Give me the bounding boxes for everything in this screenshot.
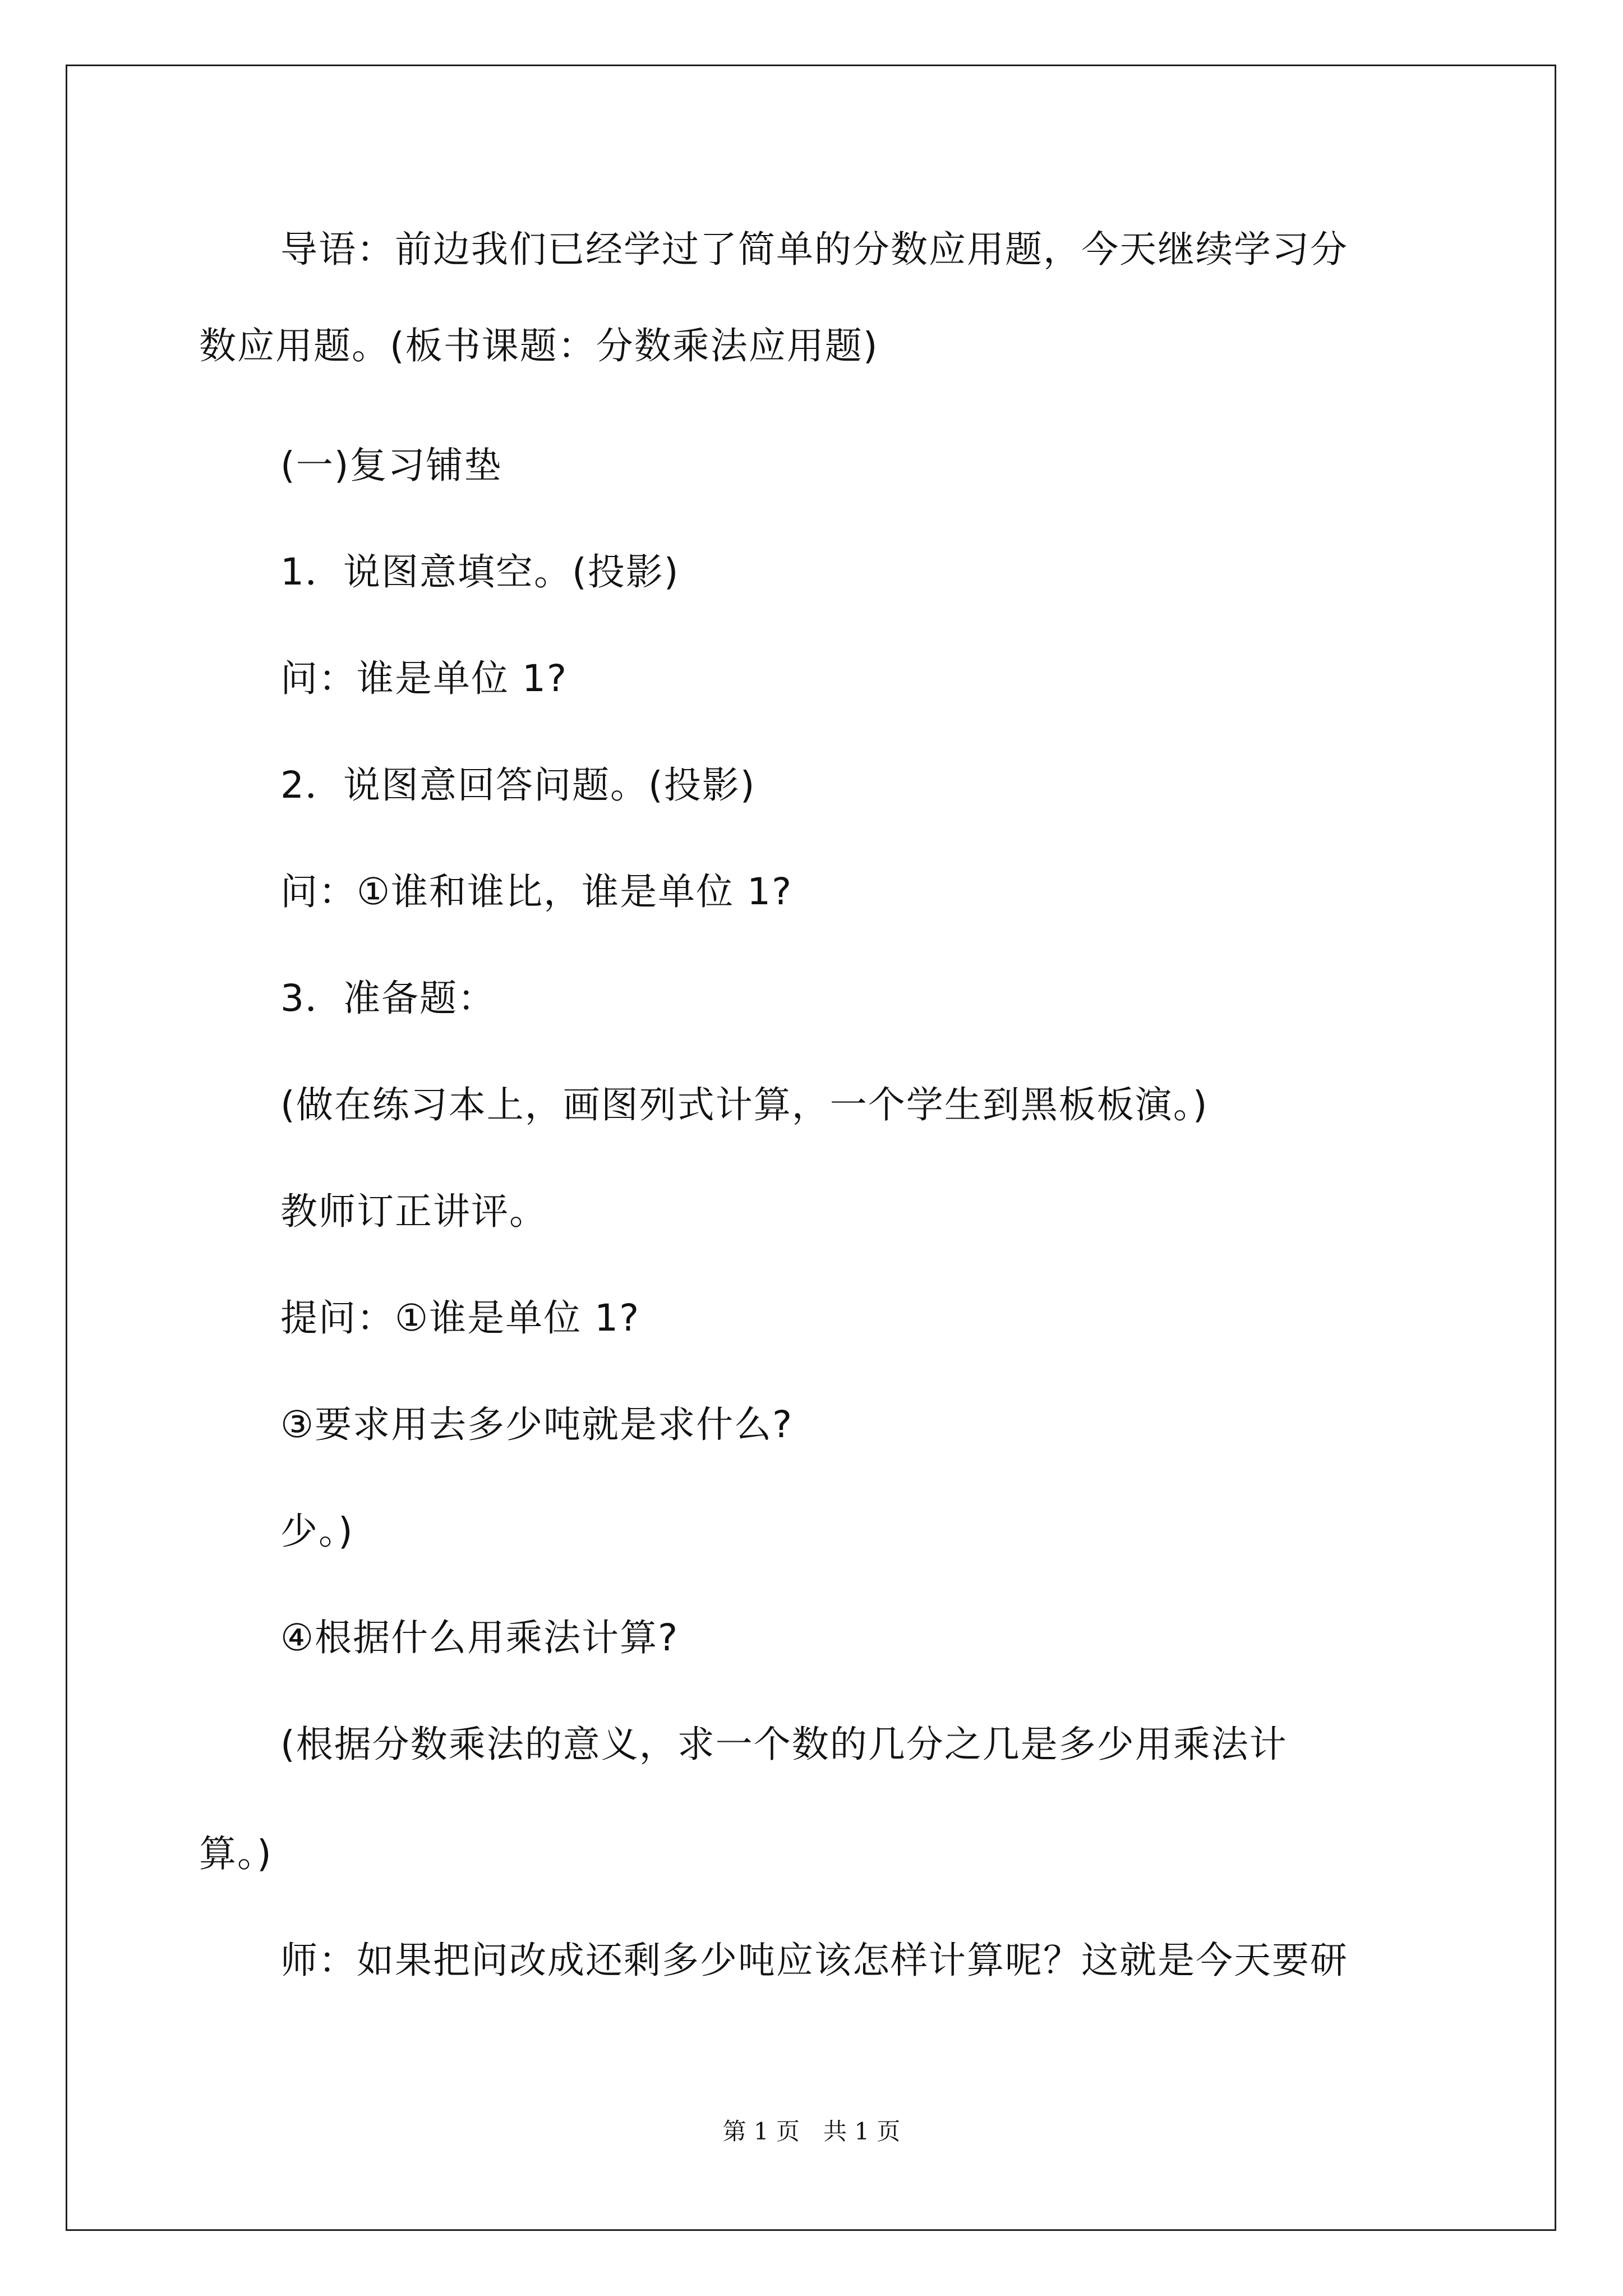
item-2: 2．说图意回答问题。(投影): [280, 763, 756, 807]
instruction-note: (做在练习本上，画图列式计算，一个学生到黑板板演。): [280, 1083, 1209, 1126]
section-heading: (一)复习铺垫: [280, 444, 502, 487]
question-multiplication: ④根据什么用乘法计算?: [280, 1616, 679, 1659]
teacher-review: 教师订正讲评。: [280, 1190, 547, 1233]
item-3: 3．准备题：: [280, 977, 496, 1020]
question-unit: 提问：①谁是单位 1?: [280, 1296, 640, 1340]
answer-explanation: (根据分数乘法的意义，求一个数的几分之几是多少用乘法计: [280, 1723, 1288, 1766]
paragraph-intro: 导语：前边我们已经学过了简单的分数应用题，今天继续学习分: [280, 228, 1348, 271]
paragraph-intro-continued: 数应用题。(板书课题：分数乘法应用题): [199, 324, 879, 367]
page-footer: 第 1 页 共 1 页: [722, 2118, 901, 2145]
answer-explanation-continued: 算。): [199, 1832, 273, 1875]
question-2: 问：①谁和谁比，谁是单位 1?: [280, 870, 793, 913]
answer-fragment: 少。): [280, 1510, 354, 1553]
question-1: 问：谁是单位 1?: [280, 657, 568, 700]
question-tons: ③要求用去多少吨就是求什么?: [280, 1403, 794, 1446]
teacher-prompt: 师：如果把问改成还剩多少吨应该怎样计算呢？这就是今天要研: [280, 1939, 1348, 1982]
item-1: 1．说图意填空。(投影): [280, 550, 680, 593]
page-border: [66, 65, 1556, 2231]
